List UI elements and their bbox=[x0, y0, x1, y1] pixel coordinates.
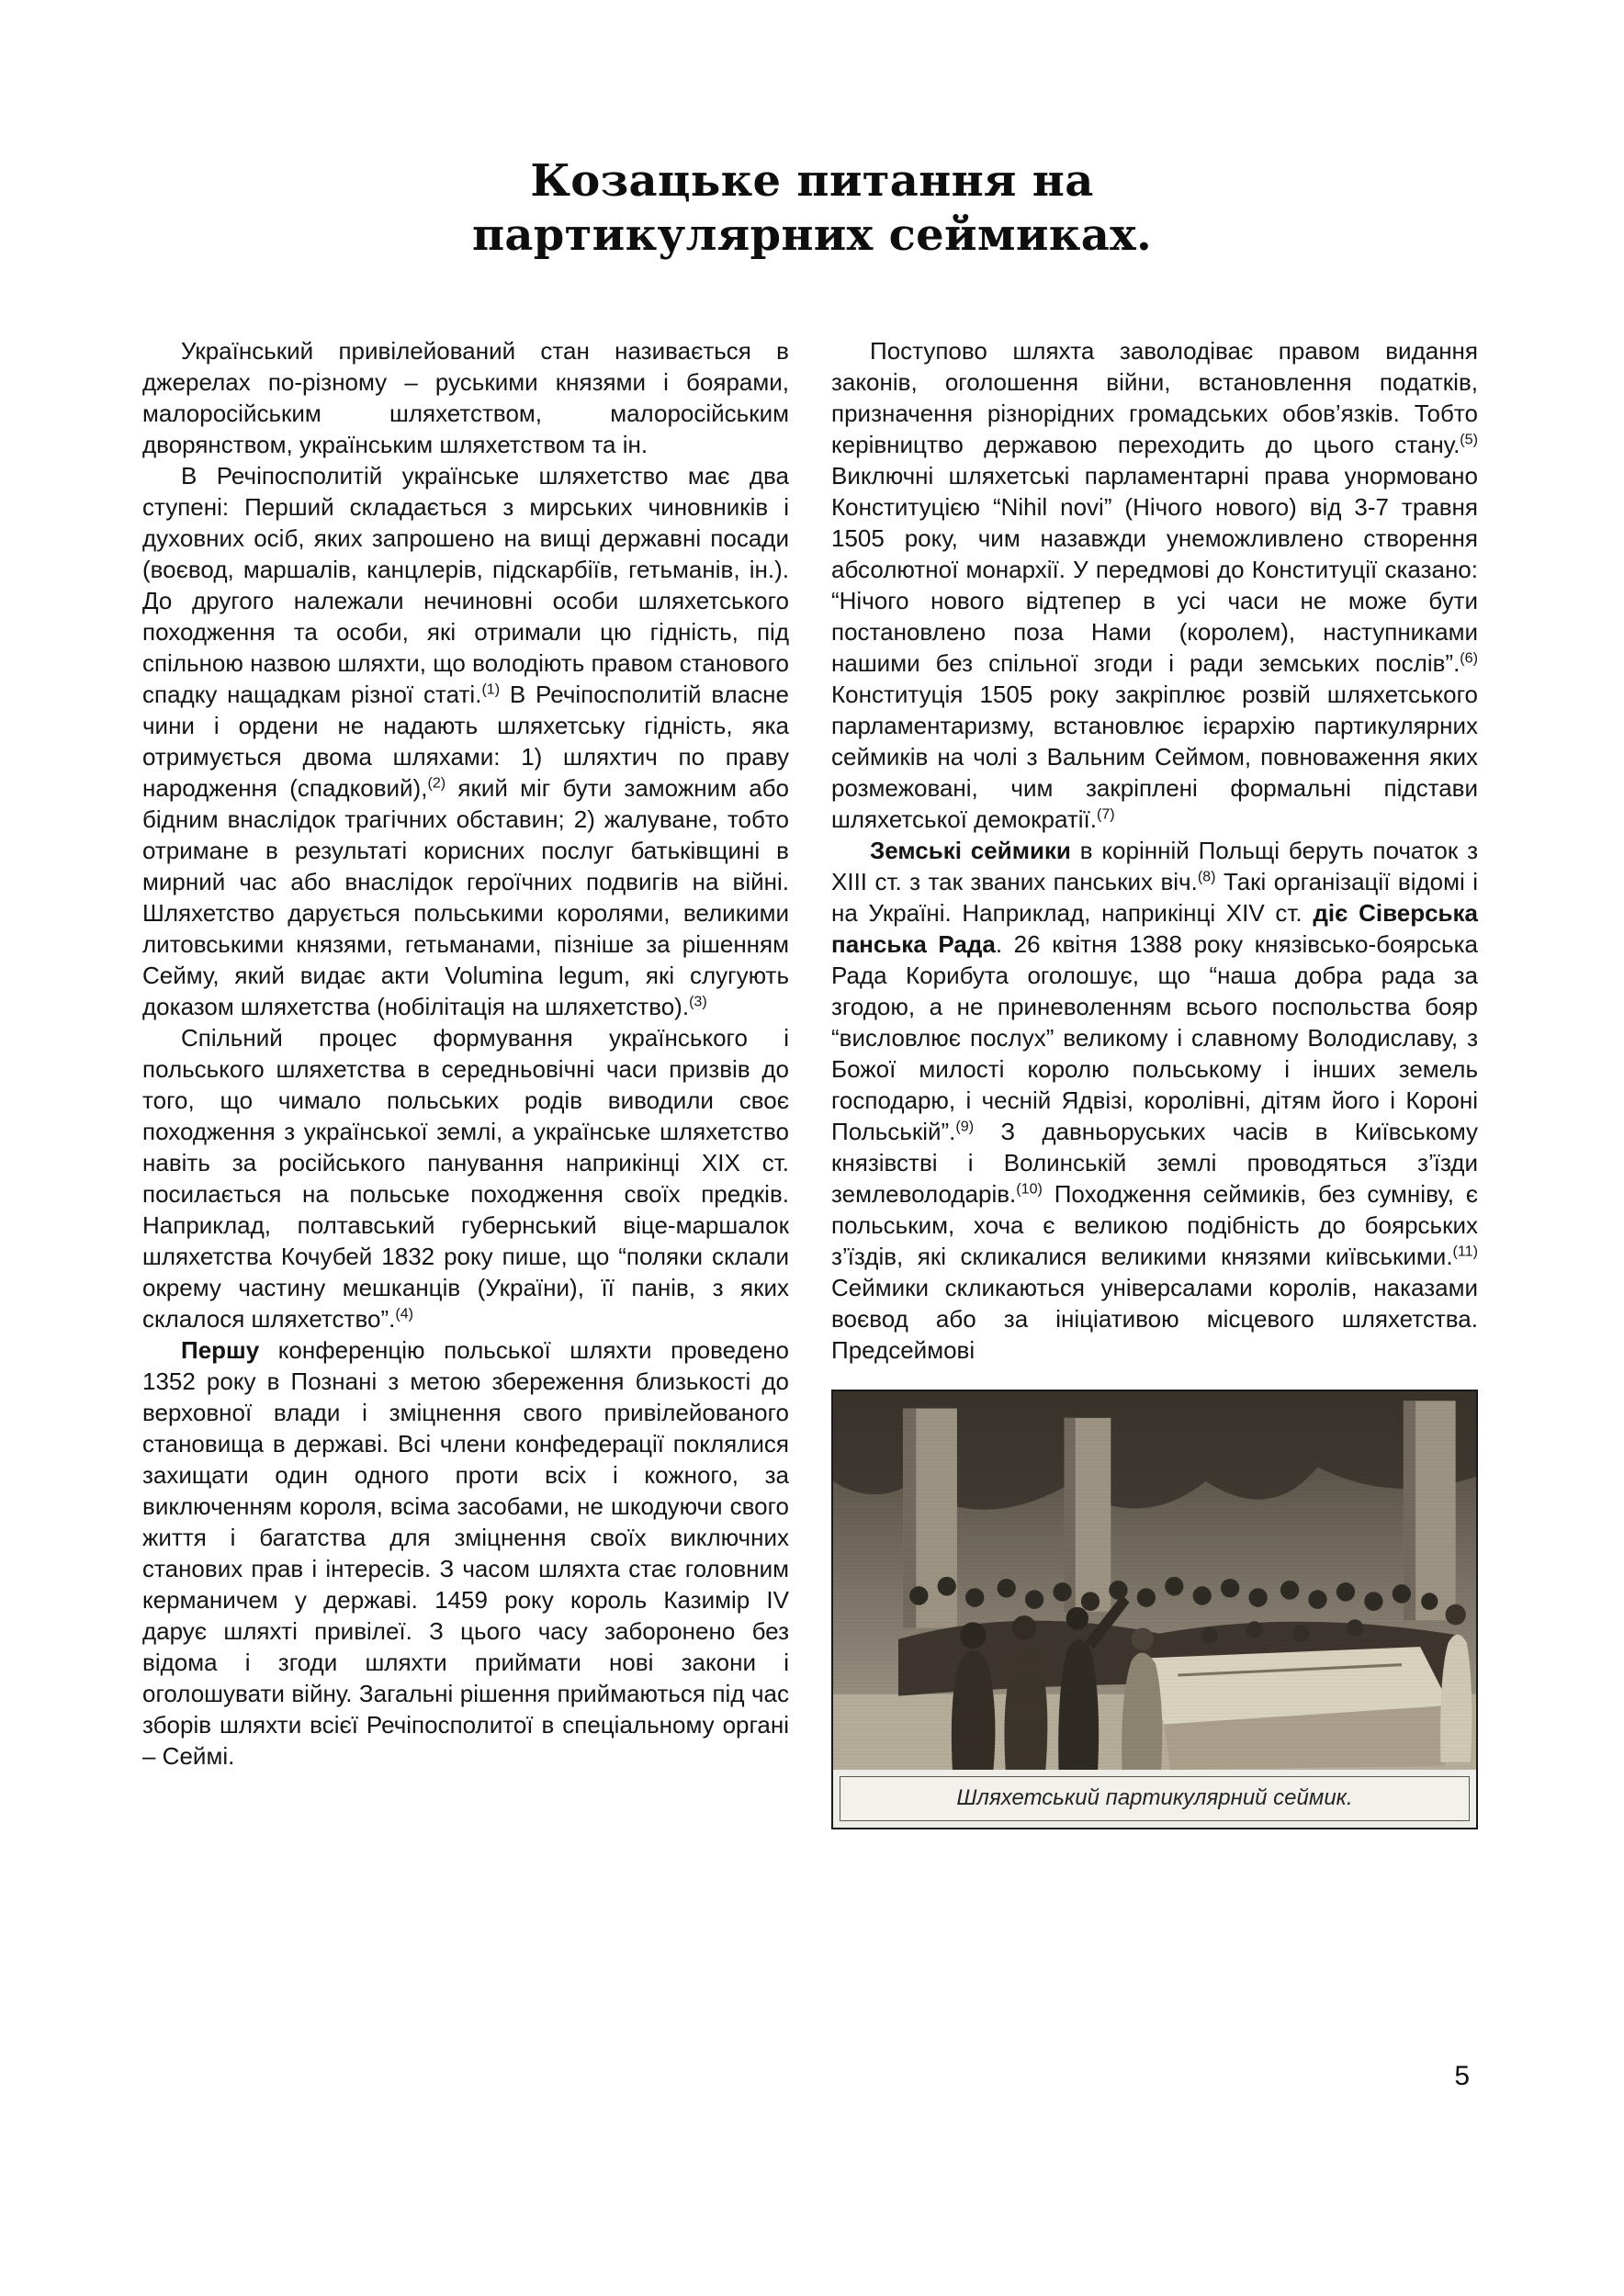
paragraph-first-confederation: Першу конференцію польської шляхти проведено 1352 року в Познані з метою збереження близькості до верховної влади і зміцнення свого привілейованого становища в державі. Всі члени конфедерації поклялися захищати один одного проти всіх і кожного, за виключенням короля, всіма засобами, не шкодуючи свого життя і багатства для зміцнення своїх виключних станових прав і інтересів. З часом шляхта стає головним керманичем у державі. 1459 року король Казимір IV дарує шляхті привілеї. З цього часу заборонено без відома і згоди шляхти приймати нові закони і оголошувати війну. Загальні рішення приймаються під час зборів шляхти всієї Речіпосполитої в спеціальному органі – Сеймі. bbox=[142, 1336, 789, 1771]
page-number: 5 bbox=[1454, 2061, 1470, 2091]
paragraph-intro: Український привілейований стан називається в джерелах по-різному – руськими князями і боярами, малоросійським шляхетством, малоросійським дворянством, українським шляхетством та ін. bbox=[142, 337, 789, 459]
page-title: Козацьке питання на партикулярних сеймиках. bbox=[471, 155, 1153, 261]
right-column bbox=[831, 335, 1478, 1844]
figure-caption: Шляхетський партикулярний сеймик. bbox=[840, 1776, 1470, 1821]
engraving-image bbox=[833, 1391, 1476, 1770]
figure-sejmik-engraving bbox=[831, 1390, 1478, 1829]
left-column bbox=[142, 335, 789, 1844]
paragraph-two-ranks: В Речіпосполитій українське шляхетство має два ступені: Перший складається з мирських чиновників і духовних осіб, яких запрошено на вищі державні посади (воєвод, маршалів, канцлерів, підскарбіїв, гетьманів, ін.). До другого належали нечиновні особи шляхетського походження та особи, які отримали цю гідність, під спільною назвою шляхти, що володіють правом станового спадку нащадкам різної статі.$^{(1)}$ В Речіпосполитій власне чини і ордени не надають шляхетську гідність, яка отримується двома шляхами: 1) шляхтич по праву народження (спадковий),$^{(2)}$ який міг бути заможним або бідним внаслідок трагічних обставин; 2) жалуване, тобто отримане в результаті корисних послуг батьківщині в мирний час або внаслідок героїчних подвигів на війні. Шляхетство дарується польськими королями, великими литовськими князями, гетьманами, пізніше за рішенням Сейму, який видає акти Volumina legum, які слугують доказом шляхетства (нобілітація на шляхетство).$^{(3)}$ bbox=[142, 462, 790, 1021]
paragraph-nihil-novi: Поступово шляхта заволодіває правом видання законів, оголошення війни, встановлення податків, призначення різнорідних громадських обов’язків. Тобто керівництво державою переходить до цього стану.$^{(5)}$ Виключні шляхетські парламентарні права унормовано Конституцією “Nihil novi” (Нічого нового) від 3-7 травня 1505 року, чим назавжди унеможливлено створення абсолютної монархії. У передмові до Конституції сказано: “Нічого нового відтепер в усі часи не може бути постановлено поза Нами (королем), наступниками нашими без спільної згоди і ради земських послів”.$^{(6)}$ Конституція 1505 року закріплює розвій шляхетського парламентаризму, встановлює ієрархію партикулярних сеймиків на чолі з Вальним Сеймом, повноваження яких розмежовані, чим закріплені формальні підстави шляхетської демократії.$^{(7)}$ bbox=[831, 337, 1478, 834]
paragraph-zemski-sejmiki: Земські сеймики в корінній Польщі беруть початок з XIII ст. з так званих панських віч.$^{(8)}$ Такі організації відомі і на Україні. Наприклад, наприкінці XIV ст. діє Сіверська панська Рада. 26 квітня 1388 року князівсько-боярська Рада Корибута оголошує, що “наша добра рада за згодою, а не приневоленням всього поспольства бояр “висловлює послух” великому і славному Володиславу, з Божої милості королю польському і інших земель господарю, і чесній Ядвізі, королівні, дітям його і Короні Польській”.$^{(9)}$ З давньоруських часів в Київському князівстві і Волинській землі проводяться з’їзди землеволодарів.$^{(10)}$ Походження сеймиків, без сумніву, є польським, хоча є великою подібність до боярських з’їздів, які скликалися великими князями київськими.$^{(11)}$ Сеймики скликаються універсалами королів, наказами воєвод або за ініціативою місцевого шляхетства. Предсеймові bbox=[831, 837, 1478, 1365]
text-columns bbox=[142, 335, 1478, 1844]
paragraph-common-origin: Спільний процес формування українського і польського шляхетства в середньовічні часи призвів до того, що чимало польських родів виводили своє походження з української землі, а українське шляхетство навіть за російського панування наприкінці XIX ст. посилається на польське походження своїх предків. Наприклад, полтавський губернський віце-маршалок шляхетства Кочубей 1832 року пише, що “поляки склали окрему частину мешканців (України), її панів, з яких склалося шляхетство”.$^{(4)}$ bbox=[142, 1024, 789, 1334]
